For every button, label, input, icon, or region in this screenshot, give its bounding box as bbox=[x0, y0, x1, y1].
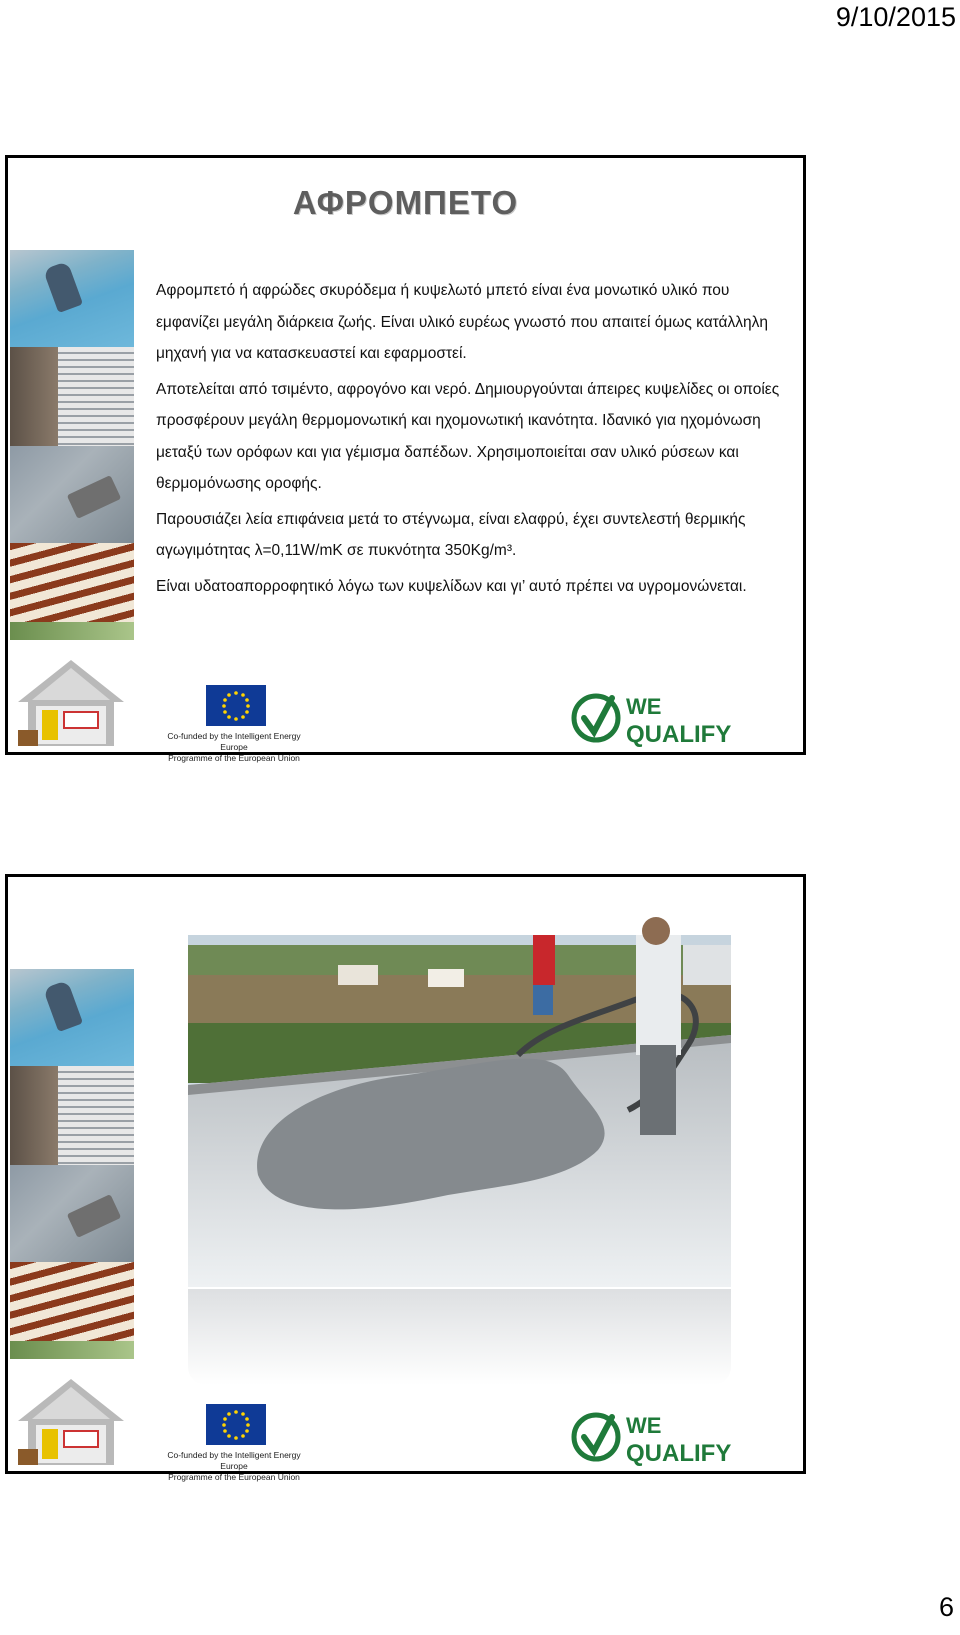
page-number: 6 bbox=[938, 1592, 954, 1622]
eu-flag-icon bbox=[206, 1404, 266, 1445]
logo-we-text: WE bbox=[626, 694, 662, 719]
trowel-photo bbox=[10, 446, 134, 543]
paragraph-1: Αφρομπετό ή αφρώδες σκυρόδεμα ή κυψελωτό μπετό είναι ένα μονωτικό υλικό που εμφανίζει μεγάλη διάρκεια ζωής. Είναι υλικό ευρέως γνωστό που απαιτεί όμως κατάλληλη μηχανή για να κατασκευαστεί και εφαρμοστεί. bbox=[156, 282, 769, 362]
photo-reflection bbox=[188, 1289, 731, 1385]
decorative-photo-strip bbox=[10, 969, 134, 1359]
slide-foam-concrete-text bbox=[5, 155, 806, 763]
logo-qualify-text: QUALIFY bbox=[626, 1440, 732, 1467]
shutter-photo bbox=[10, 347, 134, 446]
shutter-photo bbox=[10, 1066, 134, 1165]
page-date: 9/10/2015 bbox=[835, 2, 956, 32]
we-qualify-logo bbox=[570, 688, 740, 748]
decorative-photo-strip bbox=[10, 250, 134, 640]
logo-we-text: WE bbox=[626, 1413, 662, 1438]
worker-photo bbox=[10, 969, 134, 1066]
eu-caption-line-1: Co-funded by the Intelligent Energy Europe bbox=[167, 1450, 301, 1471]
eu-caption bbox=[154, 731, 314, 764]
eu-flag-icon bbox=[206, 685, 266, 726]
eu-caption-line-2: Programme of the European Union bbox=[168, 753, 300, 763]
slide-body bbox=[156, 275, 796, 606]
worker-photo bbox=[10, 250, 134, 347]
house-icon bbox=[14, 1375, 128, 1467]
pergola-photo bbox=[10, 1262, 134, 1359]
slide-title: ΑΦΡΟΜΠΕΤΟ bbox=[292, 184, 519, 221]
paragraph-4: Είναι υδατοαπορροφητικό λόγω των κυψελίδων και γι’ αυτό πρέπει να υγρομονώνεται. bbox=[156, 577, 747, 595]
paragraph-2: Αποτελείται από τσιμέντο, αφρογόνο και νερό. Δημιουργούνται άπειρες κυψελίδες οι οποίες προσφέρουν μεγάλη θερμομονωτική και ηχομονωτική ικανότητα. Ιδανικό για ηχομόνωση μεταξύ των ορόφων και για γέμισμα δαπέδων. Χρησιμοποιείται σαν υλικό ρύσεων και θερμομόνωσης οροφής. bbox=[156, 380, 780, 492]
house-icon bbox=[14, 656, 128, 748]
eu-caption-line-1: Co-funded by the Intelligent Energy Europe bbox=[167, 731, 301, 752]
eu-caption-line-2: Programme of the European Union bbox=[168, 1472, 300, 1482]
trowel-photo bbox=[10, 1165, 134, 1262]
we-qualify-logo bbox=[570, 1407, 740, 1467]
logo-qualify-text: QUALIFY bbox=[626, 721, 732, 748]
eu-caption bbox=[154, 1450, 314, 1483]
pergola-photo bbox=[10, 543, 134, 640]
slide-foam-concrete-photo bbox=[5, 874, 806, 1482]
foam-concrete-pouring-photo bbox=[188, 935, 731, 1287]
paragraph-3: Παρουσιάζει λεία επιφάνεια μετά το στέγνωμα, είναι ελαφρύ, έχει συντελεστή θερμικής αγωγιμότητας λ=0,11W/mK σε πυκνότητα 350Kg/m³. bbox=[156, 510, 746, 559]
